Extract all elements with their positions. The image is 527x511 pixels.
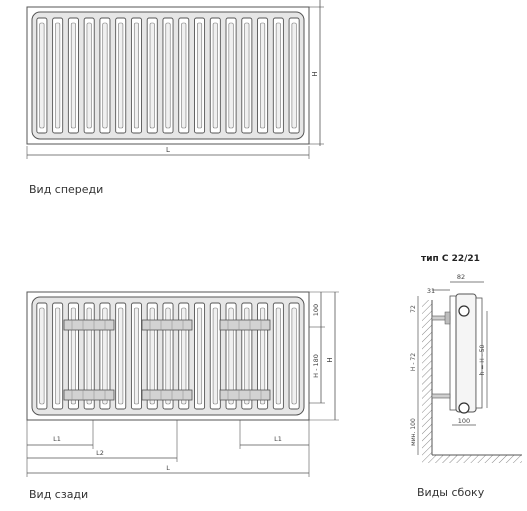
side-dim-min100-label: мин. 100 — [410, 418, 417, 446]
side-top-connection — [459, 306, 469, 316]
fin-inner — [150, 23, 154, 128]
side-view — [410, 273, 522, 463]
side-bottom-connection — [459, 403, 469, 413]
fin-inner — [197, 308, 201, 404]
side-dim-72-label: 72 — [410, 305, 417, 313]
side-view-caption: Виды сбоку — [417, 486, 485, 499]
fin-inner — [87, 23, 91, 128]
fin-inner — [134, 23, 138, 128]
fin-inner — [245, 23, 249, 128]
fin-inner — [276, 23, 280, 128]
wall-hatch — [422, 300, 432, 455]
fin-inner — [229, 23, 233, 128]
fin-inner — [260, 23, 264, 128]
fin-inner — [40, 23, 44, 128]
front-view — [27, 0, 324, 159]
rear-view-caption: Вид сзади — [29, 488, 89, 501]
side-view-heading: тип С 22/21 — [421, 254, 480, 264]
side-bracket-clip — [445, 312, 450, 324]
fin-inner — [292, 308, 296, 404]
rear-dim-h180-label: H - 180 — [312, 354, 320, 378]
side-dim-h50-label: h = H - 50 — [479, 344, 486, 376]
side-dim-h72-label: H - 72 — [410, 352, 417, 372]
side-radiator-back — [450, 296, 456, 410]
rear-length-label: L — [166, 464, 170, 472]
rear-dim-100-label: 100 — [312, 303, 320, 317]
rear-l1-left-label: L1 — [53, 435, 61, 443]
fin-inner — [71, 23, 75, 128]
fin-inner — [292, 23, 296, 128]
mounting-bracket — [220, 390, 270, 400]
front-fins — [37, 18, 299, 133]
mounting-bracket — [64, 320, 114, 330]
side-dim-82-label: 82 — [456, 273, 466, 281]
fin-inner — [213, 23, 217, 128]
fin-inner — [166, 23, 170, 128]
fin-inner — [55, 23, 59, 128]
side-bracket-bottom — [432, 394, 450, 398]
side-dim-31-label: 31 — [426, 287, 436, 295]
floor-hatch — [422, 455, 522, 463]
front-height-label: H — [311, 71, 319, 77]
fin-inner — [55, 308, 59, 404]
rear-l2-label: L2 — [96, 449, 104, 457]
front-view-caption: Вид спереди — [29, 183, 104, 196]
fin-inner — [134, 308, 138, 404]
rear-dim-height-label: H — [326, 357, 334, 363]
mounting-bracket — [220, 320, 270, 330]
fin-inner — [118, 308, 122, 404]
fin-inner — [197, 23, 201, 128]
side-dim-100-label: 100 — [457, 417, 471, 425]
front-length-label: L — [166, 146, 170, 154]
mounting-bracket — [142, 320, 192, 330]
mounting-bracket — [64, 390, 114, 400]
fin-inner — [118, 23, 122, 128]
mounting-bracket — [142, 390, 192, 400]
fin-inner — [182, 23, 186, 128]
fin-inner — [40, 308, 44, 404]
rear-l1-right-label: L1 — [274, 435, 282, 443]
fin-inner — [276, 308, 280, 404]
fin-inner — [103, 23, 107, 128]
rear-view — [27, 292, 339, 477]
fin-inner — [213, 308, 217, 404]
